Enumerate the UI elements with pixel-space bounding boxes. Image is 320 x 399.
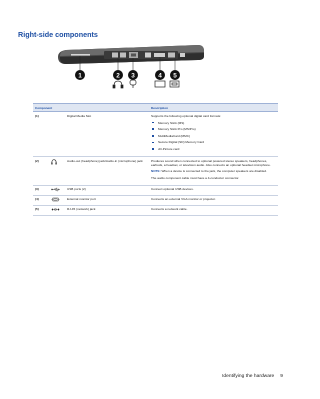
svg-text:5: 5	[173, 72, 177, 80]
table-row	[33, 112, 278, 156]
note-label: NOTE:	[151, 169, 161, 174]
component-name: External monitor port	[65, 195, 149, 205]
network-icon	[51, 207, 60, 212]
component-table	[33, 103, 278, 216]
list-item: Memory Stick Pro (MS/Pro)	[151, 127, 276, 131]
component-description: Connects an external VGA monitor or projector.	[149, 195, 278, 205]
row-number: (2)	[33, 156, 49, 185]
header-component: Component	[33, 104, 149, 112]
row-number: (3)	[33, 185, 49, 195]
list-item: Secure Digital (SD) Memory Card	[151, 140, 276, 144]
component-description: Connects a network cable.	[149, 205, 278, 215]
svg-text:4: 4	[158, 72, 162, 80]
description-text: Produces sound when connected to optional powered stereo speakers, headphones, earbuds, a headset, or television audio. Also connects an optional headset microphone.	[151, 158, 271, 167]
note-text: When a device is connected to the jack, the computer speakers are disabled.	[161, 169, 267, 174]
svg-text:1: 1	[78, 72, 82, 80]
header-description: Description	[149, 104, 278, 112]
component-name: RJ-45 (network) jack	[65, 205, 149, 215]
component-name: Audio-out (headphone) jack/Audio-in (microphone) jack	[65, 156, 149, 185]
component-description: Connect optional USB devices.	[149, 185, 278, 195]
svg-text:3: 3	[131, 72, 135, 80]
row-number: (4)	[33, 195, 49, 205]
monitor-icon	[51, 197, 60, 202]
list-item: Memory Stick (MS)	[151, 121, 276, 125]
component-name: USB ports (2)	[65, 185, 149, 195]
callout-5	[170, 70, 180, 80]
table-header-row	[33, 104, 278, 112]
card-format-list	[151, 121, 276, 152]
table-row	[33, 195, 278, 205]
callout-4	[155, 70, 165, 80]
page-footer	[222, 374, 283, 379]
table-row	[33, 205, 278, 215]
callout-2	[113, 70, 123, 80]
row-number: (1)	[33, 112, 49, 156]
description-text: Supports the following optional digital card formats:	[151, 114, 221, 119]
svg-text:2: 2	[116, 72, 120, 80]
description-extra: The audio component cable must have a 4-conductor connector.	[151, 175, 240, 180]
list-item: MultiMediaCard (MMC)	[151, 134, 276, 138]
page-number: 9	[280, 374, 283, 379]
row-icon-cell	[49, 112, 65, 156]
note	[151, 169, 276, 173]
page-title: Right-side components	[18, 30, 98, 39]
table-row	[33, 185, 278, 195]
list-item: xD-Picture card	[151, 147, 276, 151]
usb-icon	[51, 187, 60, 192]
callout-1	[75, 70, 85, 80]
row-number: (5)	[33, 205, 49, 215]
callout-3	[128, 70, 138, 80]
component-name: Digital Media Slot	[65, 112, 149, 156]
headphone-mic-icon	[51, 159, 57, 165]
component-description	[149, 112, 278, 156]
table-row	[33, 156, 278, 185]
component-description	[149, 156, 278, 185]
footer-section-title: Identifying the hardware	[222, 374, 275, 379]
laptop-right-side-illustration	[0, 0, 300, 110]
